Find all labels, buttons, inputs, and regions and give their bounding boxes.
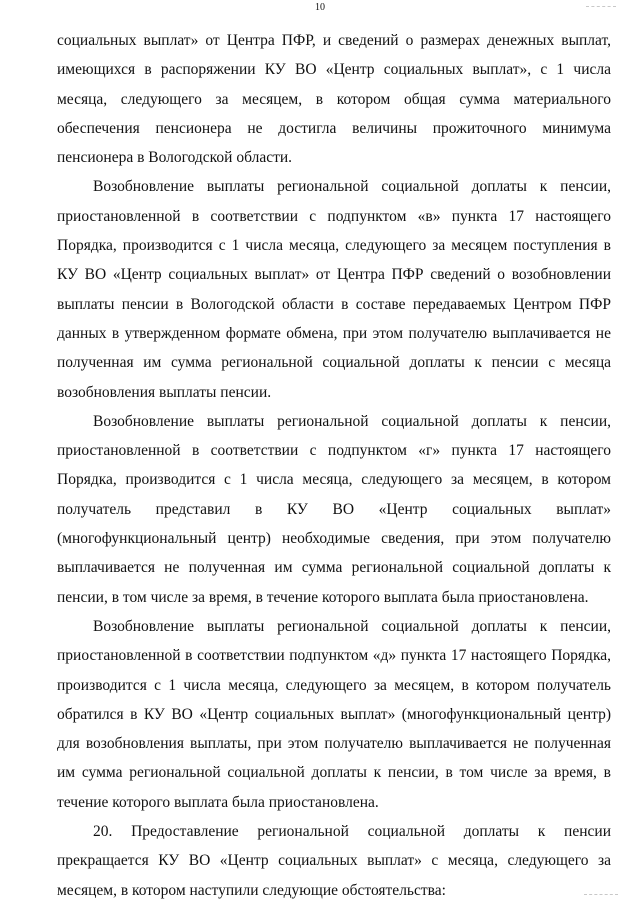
- scan-edge-mark-bottom: [584, 894, 618, 901]
- paragraph-continuation: социальных выплат» от Центра ПФР, и сведений о размерах денежных выплат, имеющихся в распоряжении КУ ВО «Центр социальных выплат», с 1 числа месяца, следующего за месяцем, в котором общая сумма материального обеспечения пенсионера не достигла величины прожиточного минимума пенсионера в Вологодской области.: [57, 32, 611, 167]
- paragraph-resumption-v: Возобновление выплаты региональной социальной доплаты к пенсии, приостановленной в соответствии с подпунктом «в» пункта 17 настоящего Порядка, производится с 1 числа месяца, следующего за месяцем поступления в КУ ВО «Центр социальных выплат» от Центра ПФР сведений о возобновлении выплаты пенсии в Вологодской области в составе передаваемых Центром ПФР данных в утвержденном формате обмена, при этом получателю выплачивается не полученная им сумма региональной социальной доплаты к пенсии с месяца возобновления выплаты пенсии.: [57, 178, 611, 401]
- paragraph-clause-20: 20. Предоставление региональной социальной доплаты к пенсии прекращается КУ ВО «Центр социальных выплат» с месяца, следующего за месяцем, в котором наступили следующие обстоятельства:: [57, 823, 611, 899]
- paragraph-resumption-g: Возобновление выплаты региональной социальной доплаты к пенсии, приостановленной в соответствии с подпунктом «г» пункта 17 настоящего Порядка, производится с 1 числа месяца, следующего за месяцем, в котором получатель представил в КУ ВО «Центр социальных выплат» (многофункциональный центр) необходимые сведения, при этом получателю выплачивается не полученная им сумма региональной социальной доплаты к пенсии, в том числе за время, в течение которого выплата была приостановлена.: [57, 412, 611, 606]
- page-number: 10: [315, 2, 325, 13]
- paragraph-resumption-d: Возобновление выплаты региональной социальной доплаты к пенсии, приостановленной в соответствии подпунктом «д» пункта 17 настоящего Порядка, производится с 1 числа месяца, следующего за месяцем, в котором получатель обратился в КУ ВО «Центр социальных выплат» (многофункциональный центр) для возобновления выплаты, при этом получателю выплачивается не полученная им сумма региональной социальной доплаты к пенсии, в том числе за время, в течение которого выплата была приостановлена.: [57, 617, 611, 811]
- document-body: [57, 26, 611, 905]
